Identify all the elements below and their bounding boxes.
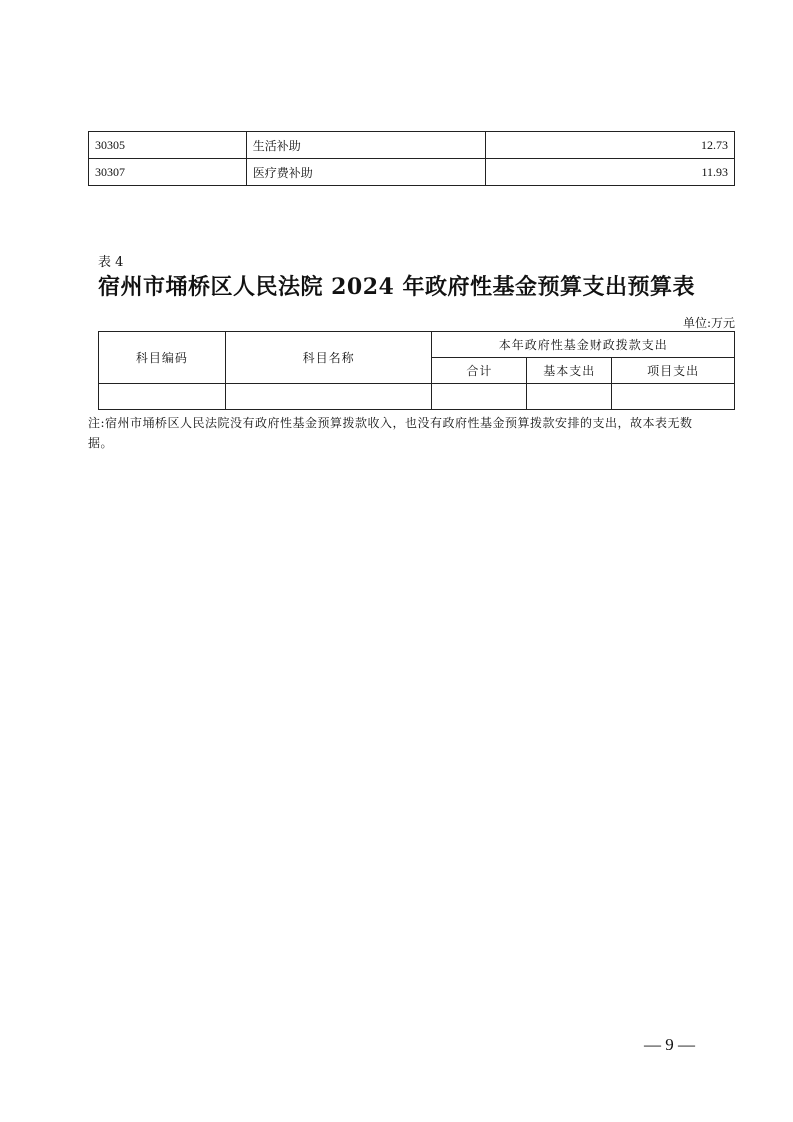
empty-cell <box>99 384 226 410</box>
table-label: 表 4 <box>98 255 124 270</box>
subject-name: 医疗费补助 <box>246 159 486 186</box>
expenditure-table-continued <box>88 131 735 186</box>
table-note: 注:宿州市埇桥区人民法院没有政府性基金预算拨款收入，也没有政府性基金预算拨款安排的支出，故本表无数据。 <box>88 416 693 450</box>
amount: 11.93 <box>486 159 735 186</box>
header-fund-expenditure: 本年政府性基金财政拨款支出 <box>432 332 735 358</box>
government-fund-budget-table <box>98 331 735 410</box>
empty-cell <box>432 384 527 410</box>
header-total: 合计 <box>432 358 527 384</box>
table-row <box>89 132 735 159</box>
table-row <box>89 159 735 186</box>
header-subject-code: 科目编码 <box>99 332 226 384</box>
page-number: — 9 — <box>644 1035 695 1054</box>
amount: 12.73 <box>486 132 735 159</box>
page-title: 宿州市埇桥区人民法院 2024 年政府性基金预算支出预算表 <box>97 274 696 300</box>
subject-code: 30305 <box>89 132 247 159</box>
empty-cell <box>225 384 432 410</box>
empty-cell <box>612 384 735 410</box>
unit-label: 单位:万元 <box>682 316 735 330</box>
empty-cell <box>527 384 612 410</box>
header-subject-name: 科目名称 <box>225 332 432 384</box>
header-row <box>99 332 735 358</box>
header-basic-expenditure: 基本支出 <box>527 358 612 384</box>
empty-data-row <box>99 384 735 410</box>
header-project-expenditure: 项目支出 <box>612 358 735 384</box>
subject-name: 生活补助 <box>246 132 486 159</box>
subject-code: 30307 <box>89 159 247 186</box>
